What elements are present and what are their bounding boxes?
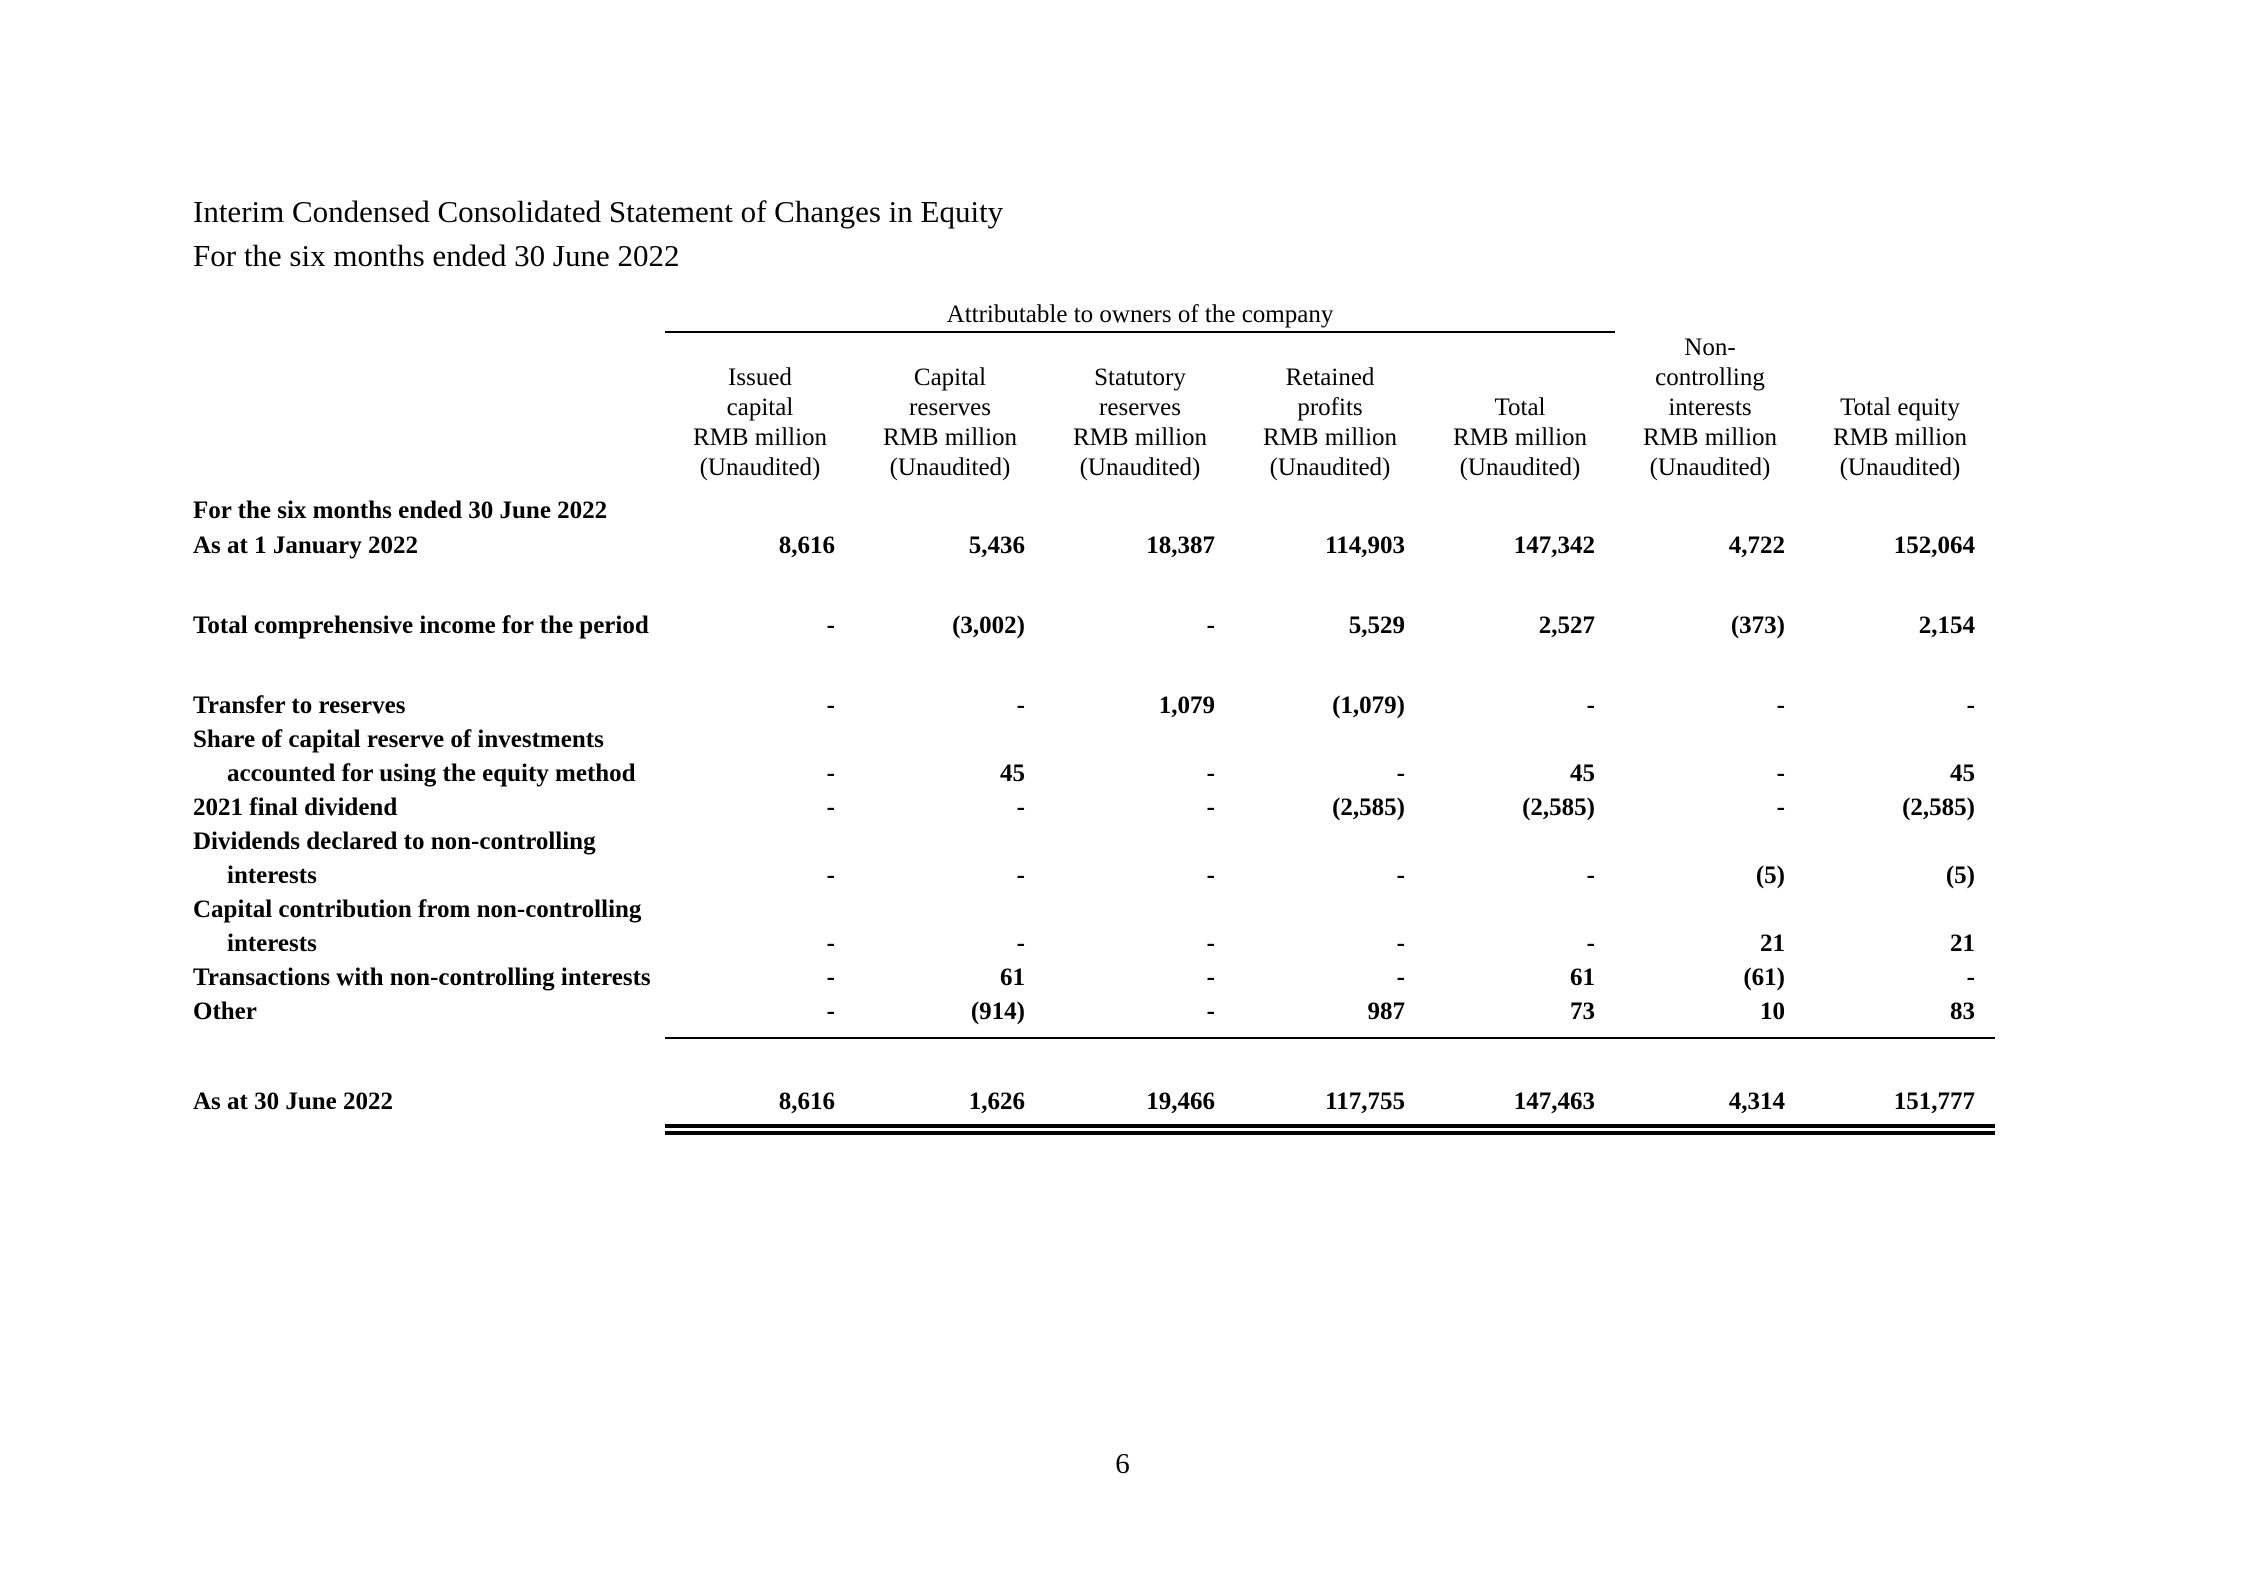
row-value: 45 [1950, 760, 1975, 787]
row-spacer [193, 643, 1995, 689]
row-label [193, 893, 665, 961]
total-double-rule-spacer [193, 1119, 665, 1135]
section-heading-spacer [665, 483, 1995, 529]
row-value: - [826, 862, 835, 889]
total-double-rule [855, 1119, 1045, 1135]
row-value: - [1206, 964, 1215, 991]
row-value: - [826, 964, 835, 991]
column-header-non-controlling-interests [1615, 333, 1805, 483]
total-row-value: 147,463 [1513, 1088, 1595, 1115]
col-nci-audit: (Unaudited) [1649, 454, 1771, 481]
row-label-line2: interests [227, 930, 317, 957]
col-nci-line1: Non- [1684, 334, 1736, 361]
row-label-line1: Share of capital reserve of investments [193, 726, 604, 753]
row-spacer [193, 1039, 1995, 1085]
col-retained-profits-unit: RMB million [1262, 424, 1398, 451]
document-title [193, 190, 1003, 278]
col-statutory-reserves-unit: RMB million [1072, 424, 1208, 451]
row-value: (2,585) [1902, 794, 1975, 821]
row-value: - [1776, 760, 1785, 787]
row-label: 2021 final dividend [193, 794, 398, 821]
row-value: 8,616 [778, 532, 835, 559]
row-value: - [1206, 862, 1215, 889]
row-value: - [1966, 692, 1975, 719]
row-value: 987 [1367, 998, 1405, 1025]
row-value: 21 [1760, 930, 1785, 957]
table-row [193, 689, 1995, 723]
col-issued-capital-line2: capital [726, 394, 794, 421]
row-value: - [1966, 964, 1975, 991]
col-nci-line3: interests [1668, 394, 1752, 421]
total-double-rule [1045, 1119, 1235, 1135]
col-capital-reserves-line2: reserves [909, 394, 991, 421]
row-value: - [1206, 760, 1215, 787]
col-statutory-reserves-line1: Statutory [1094, 364, 1186, 391]
row-value: - [1396, 964, 1405, 991]
col-retained-profits-audit: (Unaudited) [1269, 454, 1391, 481]
total-row-value: 4,314 [1728, 1088, 1785, 1115]
span-header-blank-total [1805, 300, 1995, 330]
row-label [193, 723, 665, 791]
title-line-1: Interim Condensed Consolidated Statement of Changes in Equity [193, 194, 1004, 229]
row-value: (5) [1755, 862, 1785, 889]
col-total-equity-audit: (Unaudited) [1839, 454, 1961, 481]
col-total-equity-line2: Total equity [1840, 394, 1960, 421]
row-value: 45 [1000, 760, 1025, 787]
subtotal-rule [1805, 1029, 1995, 1039]
row-label: Other [193, 998, 257, 1025]
row-label: Transactions with non-controlling interests [193, 964, 651, 991]
row-value: - [826, 998, 835, 1025]
column-header-label-spacer [193, 333, 665, 483]
row-value: - [1016, 794, 1025, 821]
title-line-2: For the six months ended 30 June 2022 [193, 238, 680, 273]
row-value: 73 [1570, 998, 1595, 1025]
total-double-rule [1235, 1119, 1425, 1135]
row-value: - [826, 760, 835, 787]
row-value: - [1586, 692, 1595, 719]
row-value: - [1206, 930, 1215, 957]
row-value: 45 [1570, 760, 1595, 787]
row-value: (2,585) [1522, 794, 1595, 821]
row-value: 147,342 [1513, 532, 1595, 559]
total-row-value: 1,626 [968, 1088, 1025, 1115]
subtotal-rule-spacer [193, 1029, 665, 1039]
col-retained-profits-line2: profits [1297, 394, 1363, 421]
row-value: (373) [1730, 612, 1785, 639]
column-header-total-equity [1805, 333, 1995, 483]
col-retained-profits-line1: Retained [1285, 364, 1375, 391]
column-header-statutory-reserves [1045, 333, 1235, 483]
col-issued-capital-audit: (Unaudited) [699, 454, 821, 481]
row-value: - [1016, 692, 1025, 719]
row-value: (3,002) [952, 612, 1025, 639]
subtotal-rule [1615, 1029, 1805, 1039]
col-capital-reserves-unit: RMB million [882, 424, 1018, 451]
page-number: 6 [1115, 1448, 1130, 1480]
total-row-value: 151,777 [1893, 1088, 1975, 1115]
row-value: - [1206, 794, 1215, 821]
total-row-value: 19,466 [1146, 1088, 1215, 1115]
subtotal-rule [1425, 1029, 1615, 1039]
row-value: 2,527 [1538, 612, 1595, 639]
total-row-label: As at 30 June 2022 [193, 1088, 394, 1115]
row-value: 5,436 [968, 532, 1025, 559]
row-label-line2: interests [227, 862, 317, 889]
row-value: (914) [970, 998, 1025, 1025]
col-statutory-reserves-line2: reserves [1099, 394, 1181, 421]
row-value: - [1396, 930, 1405, 957]
total-double-rule [1805, 1119, 1995, 1135]
total-double-rule-row [193, 1119, 1995, 1135]
total-row-value: 117,755 [1325, 1088, 1405, 1115]
row-value: - [826, 794, 835, 821]
total-double-rule [665, 1119, 855, 1135]
column-header-capital-reserves [855, 333, 1045, 483]
row-value: 4,722 [1728, 532, 1785, 559]
section-heading-label: For the six months ended 30 June 2022 [193, 497, 608, 524]
row-label [193, 825, 665, 893]
total-row-value: 8,616 [778, 1088, 835, 1115]
col-total-audit: (Unaudited) [1459, 454, 1581, 481]
row-value: 5,529 [1348, 612, 1405, 639]
subtotal-rule [1045, 1029, 1235, 1039]
span-header-blank-nci [1615, 300, 1805, 330]
subtotal-rule [1235, 1029, 1425, 1039]
row-value: - [826, 612, 835, 639]
col-issued-capital-line1: Issued [728, 364, 792, 391]
table-row [193, 825, 1995, 893]
row-label-line1: Dividends declared to non-controlling [193, 828, 596, 855]
row-value: - [1016, 930, 1025, 957]
column-header-issued-capital [665, 333, 855, 483]
col-total-line2: Total [1494, 394, 1546, 421]
table-row [193, 723, 1995, 791]
row-label: Total comprehensive income for the period [193, 612, 649, 639]
row-value: - [826, 692, 835, 719]
row-label-line1: Capital contribution from non-controlling [193, 896, 642, 923]
row-value: 10 [1760, 998, 1785, 1025]
total-double-rule [1425, 1119, 1615, 1135]
row-value: - [1016, 862, 1025, 889]
row-value: - [1396, 862, 1405, 889]
table-row [193, 609, 1995, 643]
row-value: 61 [1000, 964, 1025, 991]
col-issued-capital-unit: RMB million [692, 424, 828, 451]
column-header-row [193, 333, 1995, 483]
column-header-total [1425, 333, 1615, 483]
row-value: - [1776, 692, 1785, 719]
row-value: 61 [1570, 964, 1595, 991]
row-value: - [1586, 862, 1595, 889]
col-total-equity-unit: RMB million [1832, 424, 1968, 451]
row-value: - [1206, 612, 1215, 639]
row-value: - [1396, 760, 1405, 787]
subtotal-rule [665, 1029, 855, 1039]
row-label-line2: accounted for using the equity method [227, 760, 636, 787]
row-value: (2,585) [1332, 794, 1405, 821]
row-value: 21 [1950, 930, 1975, 957]
span-header-row [193, 300, 1995, 330]
row-value: 114,903 [1325, 532, 1405, 559]
col-capital-reserves-line1: Capital [913, 364, 987, 391]
equity-changes-table [193, 300, 1995, 1135]
row-value: - [1206, 998, 1215, 1025]
span-header-label: Attributable to owners of the company [946, 301, 1334, 328]
row-value: (5) [1945, 862, 1975, 889]
table-row [193, 529, 1995, 563]
subtotal-rule [855, 1029, 1045, 1039]
col-nci-unit: RMB million [1642, 424, 1778, 451]
total-double-rule [1615, 1119, 1805, 1135]
table-row [193, 893, 1995, 961]
row-value: 18,387 [1146, 532, 1215, 559]
span-header-spacer [193, 300, 665, 330]
section-heading-row [193, 483, 1995, 529]
row-value: (1,079) [1332, 692, 1405, 719]
subtotal-rule-row [193, 1029, 1995, 1039]
row-value: - [1776, 794, 1785, 821]
row-value: 1,079 [1158, 692, 1215, 719]
col-nci-line2: controlling [1655, 364, 1765, 391]
col-capital-reserves-audit: (Unaudited) [889, 454, 1011, 481]
table-row [193, 961, 1995, 995]
column-header-retained-profits [1235, 333, 1425, 483]
table-total-row [193, 1085, 1995, 1119]
row-label: As at 1 January 2022 [193, 532, 419, 559]
col-statutory-reserves-audit: (Unaudited) [1079, 454, 1201, 481]
row-spacer [193, 563, 1995, 609]
table-row [193, 995, 1995, 1029]
row-value: (61) [1743, 964, 1785, 991]
row-value: 2,154 [1918, 612, 1975, 639]
row-value: 83 [1950, 998, 1975, 1025]
row-value: - [1586, 930, 1595, 957]
table-row [193, 791, 1995, 825]
row-value: 152,064 [1893, 532, 1975, 559]
col-total-unit: RMB million [1452, 424, 1588, 451]
row-value: - [826, 930, 835, 957]
row-label: Transfer to reserves [193, 692, 406, 719]
